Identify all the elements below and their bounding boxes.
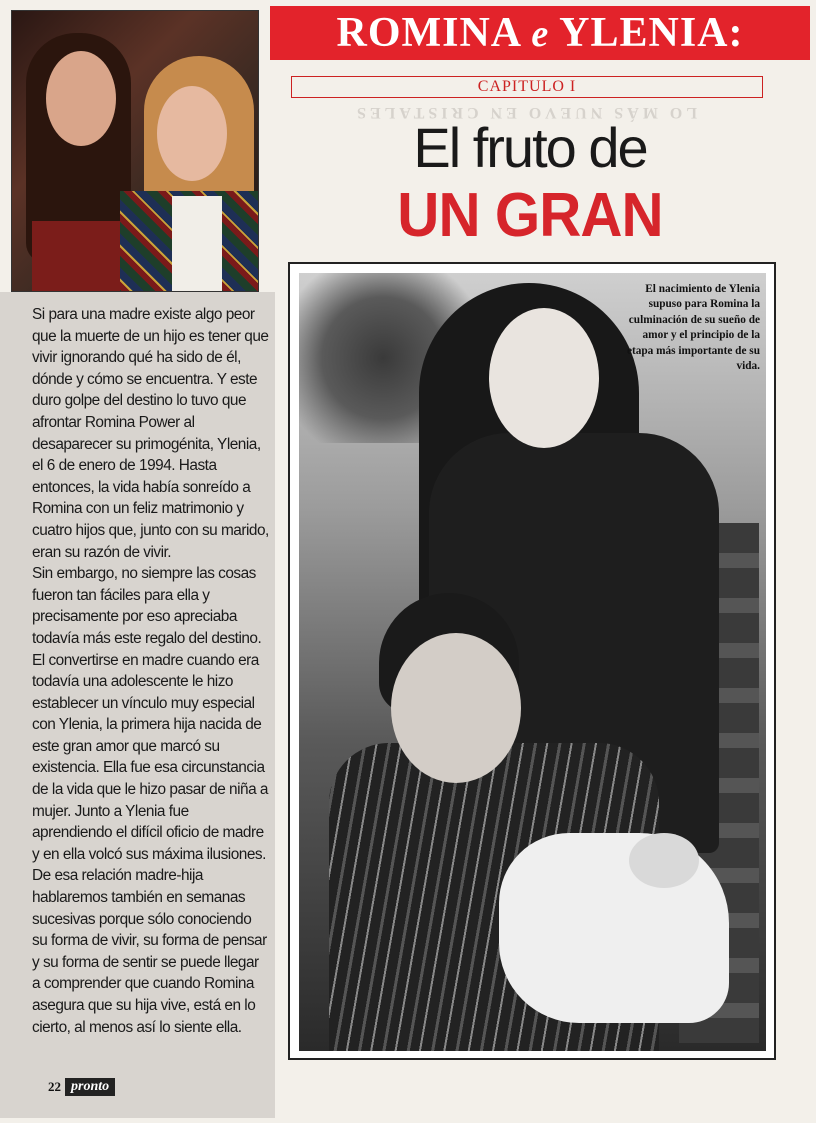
headline-line-2: UN GRAN <box>397 181 663 250</box>
page-folio <box>48 1078 115 1096</box>
headline-line-1: El fruto de <box>413 116 647 179</box>
photo-caption: El nacimiento de Ylenia supuso para Romina la culminación de su sueño de amor y el principio de la etapa más importante de su vida. <box>626 283 760 373</box>
series-title: ROMINA e YLENIA: <box>336 10 744 56</box>
series-title-banner <box>270 6 810 60</box>
bleed-through-text: LO MÁS NUEVO EN CRISTALES <box>353 104 697 121</box>
article-paragraph-2: Sin embargo, no siempre las cosas fueron tan fáciles para ella y precisamente por eso apreciaba todavía más este regalo del destino. El convertirse en madre cuando era todavía una adolescente le hizo establecer un vínculo muy especial con Ylenia, la primera hija nacida de este gran amor que marcó su existencia. Ella fue esa circunstancia de la vida que le hizo pasar de niña a mujer. Junto a Ylenia fue aprendiendo el difícil oficio de madre y en ella volcó sus máxima ilusiones. De esa relación madre-hija hablaremos también en semanas sucesivas porque sólo conociendo su forma de vivir, su forma de pensar y su forma de sentir se puede llegar a comprender que cuando Romina asegura que su hija vive, está en lo cierto, al menos así lo siente ella. <box>32 565 268 1036</box>
chapter-label: CAPITULO I <box>291 76 763 98</box>
magazine-brand: pronto <box>65 1078 115 1096</box>
article-paragraph-1: Si para una madre existe algo peor que la muerte de un hijo es tener que vivir ignorando qué ha sido de él, dónde y cómo se encuentra. Y este duro golpe del destino lo tuvo que afrontar Romina Power al desaparecer su primogénita, Ylenia, el 6 de enero de 1994. Hasta entonces, la vida había sonreído a Romina con un feliz matrimonio y cuatro hijos que, junto con su marido, eran su razón de vivir. <box>32 306 269 561</box>
family-photo <box>299 273 766 1051</box>
page-number: 22 <box>48 1079 61 1094</box>
article-body <box>32 304 270 1038</box>
romina-ylenia-portrait-photo <box>11 10 259 292</box>
